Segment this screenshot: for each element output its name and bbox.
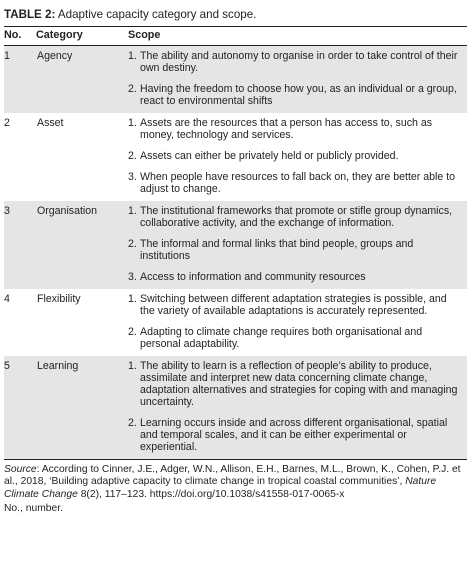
- caption-text: Adaptive capacity category and scope.: [55, 8, 257, 21]
- item-number: 1.: [128, 205, 137, 217]
- item-number: 3.: [128, 271, 137, 283]
- item-number: 1.: [128, 117, 137, 129]
- header-row: [4, 27, 467, 46]
- item-number: 3.: [128, 171, 137, 183]
- list-item: [128, 150, 467, 162]
- row-scope: [128, 356, 467, 460]
- item-text: Assets can either be privately held or publicly provided.: [140, 150, 399, 162]
- scope-list: [128, 205, 467, 283]
- table-row: [4, 356, 467, 460]
- item-text: Assets are the resources that a person has access to, such as money, technology and services.: [140, 117, 433, 141]
- caption-label: TABLE 2:: [4, 8, 56, 21]
- row-number: 2: [4, 117, 10, 129]
- capacity-table: [4, 26, 467, 460]
- row-scope: [128, 201, 467, 289]
- scope-list: [128, 293, 467, 350]
- list-item: [128, 238, 467, 262]
- source-label: Source: [4, 464, 37, 475]
- row-category: Flexibility: [37, 293, 81, 305]
- row-category: Learning: [36, 356, 128, 460]
- header-category: Category: [36, 27, 128, 46]
- row-category: Organisation: [36, 201, 128, 289]
- list-item: [128, 83, 467, 107]
- scope-list: [128, 50, 467, 107]
- item-number: 2.: [128, 326, 137, 338]
- source-journal: Nature Climate Change: [4, 476, 437, 500]
- header-scope: Scope: [128, 27, 467, 46]
- list-item: [128, 50, 467, 74]
- table-figure: [4, 0, 467, 515]
- row-number: 4: [4, 293, 10, 305]
- row-number: 1: [4, 46, 36, 114]
- row-number: 3: [4, 201, 36, 289]
- list-item: [128, 417, 467, 453]
- item-text: Access to information and community resources: [140, 271, 366, 283]
- abbreviation-note: No., number.: [4, 502, 63, 514]
- item-number: 2.: [128, 83, 137, 95]
- list-item: [128, 171, 467, 195]
- table-caption: [4, 7, 467, 22]
- row-category: Asset: [37, 117, 64, 129]
- row-category: Agency: [36, 46, 128, 114]
- list-item: [128, 271, 467, 283]
- row-scope: [128, 289, 467, 356]
- item-text: Switching between different adaptation strategies is possible, and the variety of available adaptations is accurately represented.: [140, 293, 447, 317]
- item-number: 1.: [128, 293, 137, 305]
- scope-list: [128, 360, 467, 453]
- item-number: 2.: [128, 238, 137, 250]
- row-scope: [128, 113, 467, 201]
- item-text: When people have resources to fall back on, they are better able to adjust to change.: [140, 171, 456, 195]
- list-item: [128, 360, 467, 408]
- table-source: [4, 464, 467, 501]
- table-row: [4, 201, 467, 289]
- item-text: The ability to learn is a reflection of people’s ability to produce, assimilate and interpret new data concerning climate change, adaptation alternatives and strategies for coping with and managing uncertainty.: [140, 360, 458, 408]
- item-text: The informal and formal links that bind people, groups and institutions: [140, 238, 414, 262]
- item-number: 2.: [128, 150, 137, 162]
- scope-list: [128, 117, 467, 195]
- item-text: The ability and autonomy to organise in order to take control of their own destiny.: [140, 50, 458, 74]
- list-item: [128, 326, 467, 350]
- table-row: [4, 46, 467, 114]
- item-number: 1.: [128, 360, 137, 372]
- list-item: [128, 117, 467, 141]
- item-text: Learning occurs inside and across different organisational, spatial and temporal scales, and it can be either experimental or experiential.: [140, 417, 448, 453]
- row-number: 5: [4, 356, 36, 460]
- item-text: Having the freedom to choose how you, as an individual or a group, react to environmental shifts: [140, 83, 457, 107]
- row-scope: [128, 46, 467, 114]
- source-text: : According to Cinner, J.E., Adger, W.N., Allison, E.H., Barnes, M.L., Brown, K., Cohen, P.J. et al., 2018, ‘Building adaptive capacity to climate change in tropical coastal communities’,: [4, 464, 461, 488]
- source-tail: 8(2), 117–123. https://doi.org/10.1038/s41558-017-0065-x: [77, 488, 345, 500]
- table-row: [4, 289, 467, 356]
- item-text: The institutional frameworks that promote or stifle group dynamics, collaborative activity, and the exchange of information.: [140, 205, 453, 229]
- table-row: [4, 113, 467, 201]
- item-number: 2.: [128, 417, 137, 429]
- list-item: [128, 293, 467, 317]
- header-no: No.: [4, 27, 36, 46]
- item-number: 1.: [128, 50, 137, 62]
- item-text: Adapting to climate change requires both organisational and personal adaptability.: [140, 326, 423, 350]
- list-item: [128, 205, 467, 229]
